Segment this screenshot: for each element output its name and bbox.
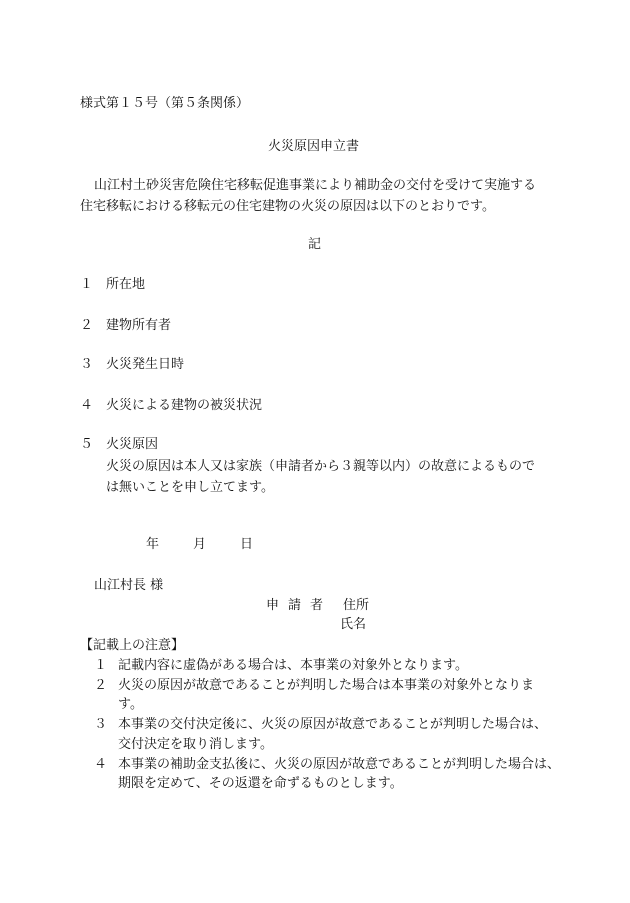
document-title: 火災原因申立書 [268, 139, 360, 154]
note-number: ２ [94, 678, 108, 693]
note-item [94, 678, 534, 694]
note-item [94, 658, 468, 674]
item-label: 建物所有者 [106, 318, 172, 333]
form-number: 様式第１５号（第５条関係） [80, 96, 250, 111]
note-item [94, 717, 547, 733]
note-text: 本事業の交付決定後に、火災の原因が故意であることが判明した場合は、 [118, 717, 548, 732]
fire-cause-statement-line-1: 火災の原因は本人又は家族（申請者から３親等以内）の故意によるもので [106, 459, 536, 474]
item-number: ３ [80, 357, 94, 372]
ki-heading: 記 [308, 237, 322, 252]
applicant-name-label: 氏名 [340, 617, 367, 632]
note-text: 本事業の補助金支払後に、火災の原因が故意であることが判明した場合は、 [118, 757, 561, 772]
date-year-label: 年 [146, 537, 160, 552]
date-month-label: 月 [193, 537, 207, 552]
item-label: 火災発生日時 [106, 357, 185, 372]
item-number: １ [80, 277, 94, 292]
applicant-address-label: 住所 [343, 598, 370, 613]
intro-line-2: 住宅移転における移転元の住宅建物の火災の原因は以下のとおりです。 [80, 199, 495, 214]
item-owner [80, 318, 171, 334]
note-item [94, 757, 560, 773]
item-label: 火災による建物の被災状況 [106, 398, 263, 413]
note-text-continued: 交付決定を取り消します。 [118, 737, 273, 752]
item-label: 火災原因 [106, 437, 159, 452]
item-location [80, 277, 145, 293]
item-label: 所在地 [106, 277, 146, 292]
date-day-label: 日 [240, 537, 254, 552]
item-fire-cause [80, 437, 158, 453]
note-text: 火災の原因が故意であることが判明した場合は本事業の対象外となりま [118, 678, 535, 693]
applicant-label: 申請者 [266, 598, 333, 613]
note-number: ４ [94, 757, 108, 772]
note-number: ３ [94, 717, 108, 732]
fire-cause-statement-line-2: は無いことを申し立てます。 [106, 480, 274, 495]
item-number: ２ [80, 318, 94, 333]
intro-line-1: 山江村土砂災害危険住宅移転促進事業により補助金の交付を受けて実施する [94, 178, 537, 193]
note-text-continued: す。 [118, 697, 143, 712]
note-number: １ [94, 658, 108, 673]
note-text: 記載内容に虚偽がある場合は、本事業の対象外となります。 [118, 658, 468, 673]
item-number: ５ [80, 437, 94, 452]
addressee: 山江村長 様 [94, 578, 164, 593]
item-number: ４ [80, 398, 94, 413]
item-damage-status [80, 398, 262, 414]
note-text-continued: 期限を定めて、その返還を命ずるものとします。 [118, 776, 403, 791]
notes-heading: 【記載上の注意】 [80, 638, 185, 653]
item-fire-datetime [80, 357, 184, 373]
